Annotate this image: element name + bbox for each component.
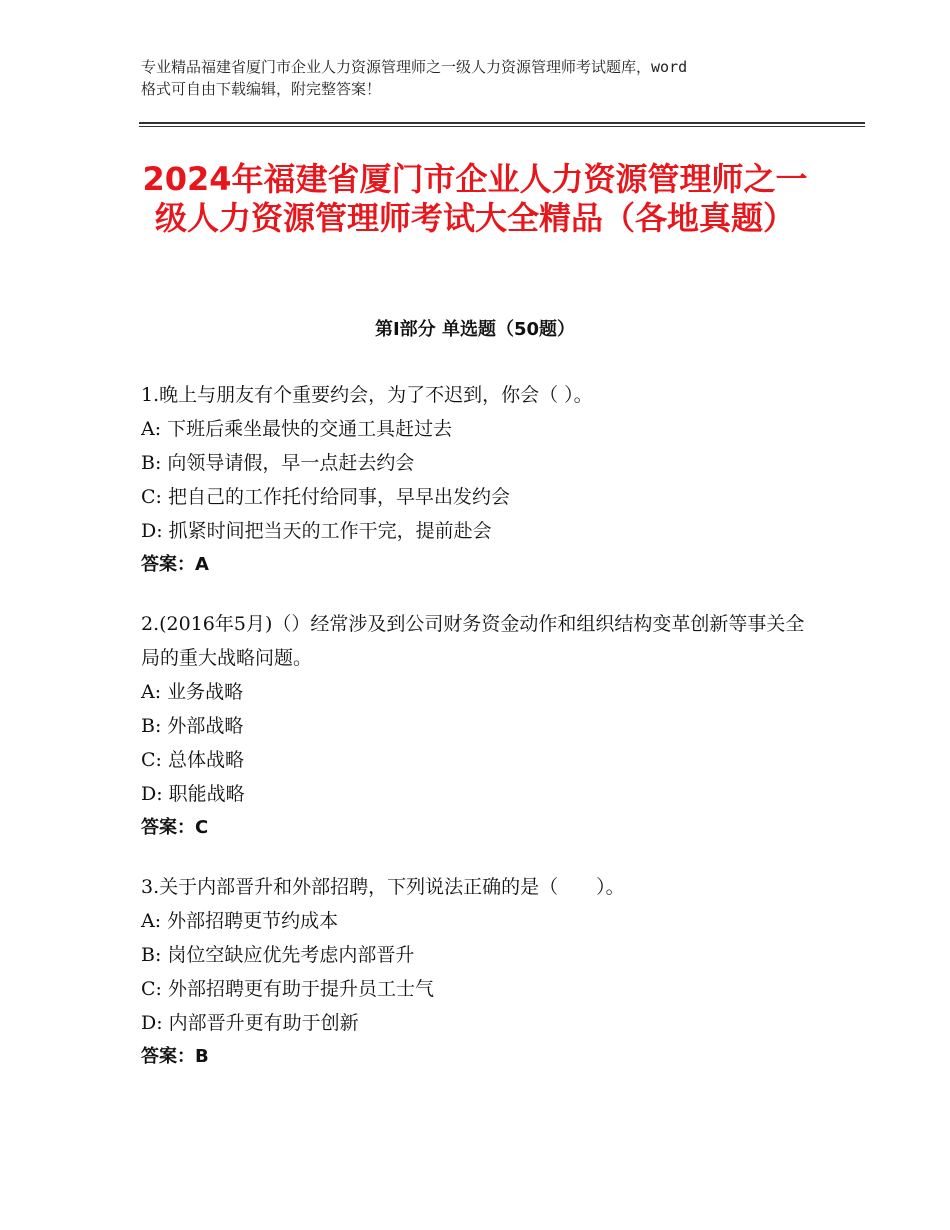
question-3 (141, 870, 821, 1074)
answer: 答案：A (141, 554, 209, 575)
option-b: B: 外部战略 (141, 715, 244, 737)
option-d: D: 职能战略 (141, 783, 245, 805)
document-title: 2024年福建省厦门市企业人力资源管理师之一级人力资源管理师考试大全精品（各地真题） (142, 160, 808, 237)
option-c: C: 外部招聘更有助于提升员工士气 (141, 978, 434, 1000)
answer: 答案：B (141, 1046, 209, 1067)
question-stem: 3.关于内部晋升和外部招聘，下列说法正确的是（ ）。 (141, 876, 625, 898)
section-title: 第Ⅰ部分 单选题（50题） (374, 319, 575, 340)
header-divider (139, 122, 865, 127)
question-2 (141, 607, 821, 845)
question-stem: 2.(2016年5月)（）经常涉及到公司财务资金动作和组织结构变革创新等事关全局的重大战略问题。 (141, 613, 805, 669)
option-a: A: 业务战略 (141, 681, 244, 703)
option-a: A: 下班后乘坐最快的交通工具赶过去 (141, 418, 453, 440)
option-d: D: 抓紧时间把当天的工作干完，提前赴会 (141, 520, 492, 542)
question-list (141, 378, 821, 1099)
option-b: B: 岗位空缺应优先考虑内部晋升 (141, 944, 415, 966)
option-c: C: 总体战略 (141, 749, 244, 771)
header-text: 专业精品福建省厦门市企业人力资源管理师之一级人力资源管理师考试题库，word 格式可自由下载编辑，附完整答案！ (141, 58, 688, 98)
answer: 答案：C (141, 817, 209, 838)
option-b: B: 向领导请假，早一点赶去约会 (141, 452, 415, 474)
question-stem: 1.晚上与朋友有个重要约会，为了不迟到，你会（ ）。 (141, 384, 593, 406)
question-1 (141, 378, 821, 582)
option-a: A: 外部招聘更节约成本 (141, 910, 339, 932)
option-c: C: 把自己的工作托付给同事，早早出发约会 (141, 486, 510, 508)
option-d: D: 内部晋升更有助于创新 (141, 1012, 359, 1034)
